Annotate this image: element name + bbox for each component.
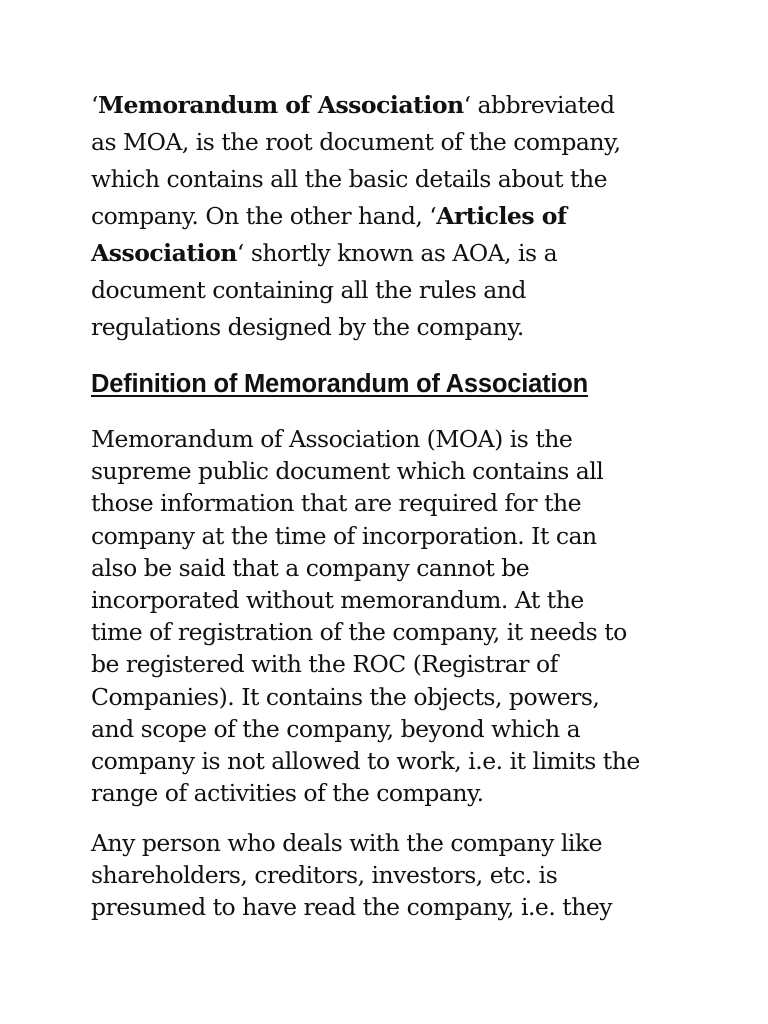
quote-mark: ‘ [91,91,98,119]
intro-line-2: as MOA, is the root document of the company, [91,128,621,156]
definition-line: Memorandum of Association (MOA) is the [91,425,573,453]
definition-line: also be said that a company cannot be [91,553,530,582]
followup-line: shareholders, creditors, investors, etc. is [91,861,558,890]
section-heading-definition: Definition of Memorandum of Association [91,370,589,398]
bold-term-articles: Articles of [436,202,567,230]
followup-line: Any person who deals with the company like [91,829,603,857]
definition-line: supreme public document which contains all [91,457,604,486]
definition-line: company is not allowed to work, i.e. it limits the [91,747,640,776]
followup-paragraph [91,827,691,924]
intro-line-4 [91,198,681,235]
intro-line-1 [91,87,681,124]
intro-text: shortly known as AOA, is a [243,239,558,267]
definition-line: be registered with the ROC (Registrar of [91,650,558,679]
intro-line-6: document containing all the rules and [91,276,526,304]
followup-line: presumed to have read the company, i.e. they [91,893,613,922]
quote-mark: ‘ [463,91,471,119]
definition-line: range of activities of the company. [91,779,484,808]
quote-mark: ‘ [236,239,244,267]
intro-paragraph [91,87,681,346]
bold-term-association: Association [91,239,237,267]
definition-line: time of registration of the company, it needs to [91,618,627,647]
intro-text: abbreviated [470,91,615,119]
intro-line-7: regulations designed by the company. [91,313,524,341]
intro-line-5 [91,235,681,272]
definition-line: incorporated without memorandum. At the [91,586,584,615]
definition-line: those information that are required for the [91,489,582,518]
definition-line: Companies). It contains the objects, powers, [91,682,600,711]
definition-line: and scope of the company, beyond which a [91,714,581,743]
definition-line: company at the time of incorporation. It can [91,521,597,550]
intro-line-3: which contains all the basic details about the [91,165,608,193]
definition-paragraph [91,423,691,809]
intro-text: company. On the other hand, ‘ [91,202,437,230]
bold-term-memorandum: Memorandum of Association [97,91,464,119]
